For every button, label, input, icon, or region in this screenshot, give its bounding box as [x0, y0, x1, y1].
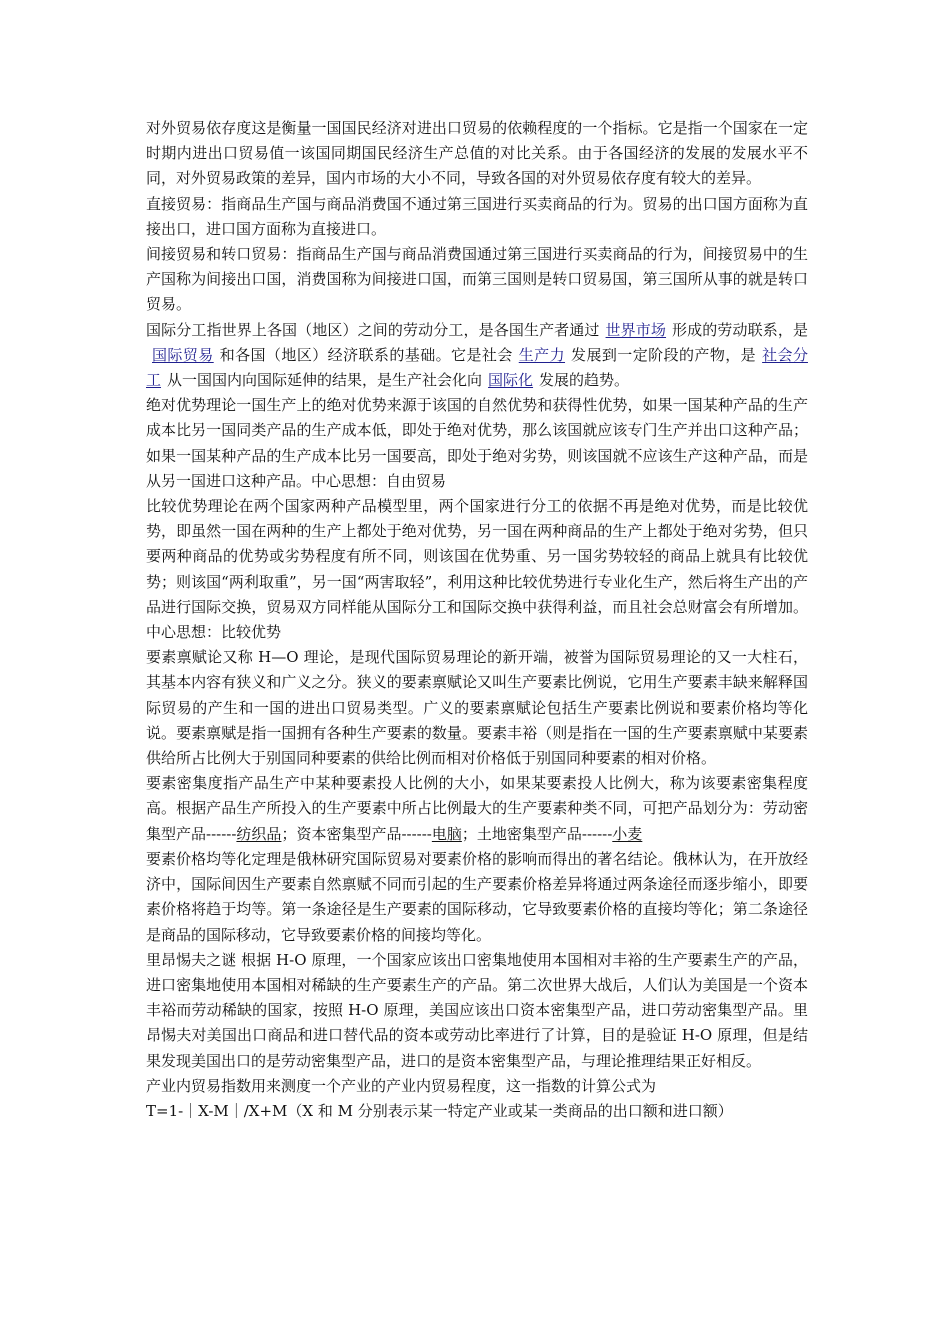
paragraph-factor-endowment: 要素禀赋论又称 H—O 理论，是现代国际贸易理论的新开端，被誉为国际贸易理论的又一大柱石，其基本内容有狭义和广义之分。狭义的要素禀赋论又叫生产要素比例说，它用生产要素丰缺来解释国际贸易的产生和一国的进出口贸易类型。广义的要素禀赋论包括生产要素比例说和要素价格均等化说。要素禀赋是指一国拥有各种生产要素的数量。要素丰裕（则是指在一国的生产要素禀赋中某要素供给所占比例大于别国同种要素的供给比例而相对价格低于别国同种要素的相对价格。: [146, 648, 808, 768]
paragraph-trade-dependence: 对外贸易依存度这是衡量一国国民经济对进出口贸易的依赖程度的一个指标。它是指一个国家在一定时期内进出口贸易值一该国同期国民经济生产总值的对比关系。由于各国经济的发展的发展水平不同，对外贸易政策的差异，国内市场的大小不同，导致各国的对外贸易依存度有较大的差异。: [146, 119, 808, 188]
paragraph-formula: T=1-｜X-M｜/X+M（X 和 M 分别表示某一特定产业或某一类商品的出口额和进口额）: [146, 1101, 733, 1120]
text-segment: 和各国（地区）经济联系的基础。它是社会: [219, 345, 513, 364]
underlined-wheat: 小麦: [612, 824, 643, 843]
paragraph-factor-intensity: [146, 771, 808, 847]
paragraph-comparative-advantage: 比较优势理论在两个国家两种产品模型里，两个国家进行分工的依据不再是绝对优势，而是比较优势，即虽然一国在两种的生产上都处于绝对优势，另一国在两种商品的生产上都处于绝对劣势，但只要两种商品的优势或劣势程度有所不同，则该国在优势重、另一国劣势较轻的商品上就具有比较优势；则该国“两利取重”，另一国“两害取轻”，利用这种比较优势进行专业化生产，然后将生产出的产品进行国际交换，贸易双方同样能从国际分工和国际交换中获得利益，而且社会总财富会有所增加。中心思想：比较优势: [146, 497, 808, 642]
text-segment: 发展的趋势。: [539, 371, 630, 390]
paragraph-leontief-paradox: 里昂惕夫之谜 根据 H-O 原理，一个国家应该出口密集地使用本国相对丰裕的生产要素生产的产品，进口密集地使用本国相对稀缺的生产要素生产的产品。第二次世界大战后，人们认为美国是一个资本丰裕而劳动稀缺的国家，按照 H-O 原理，美国应该出口资本密集型产品，进口劳动密集型产品。里昂惕夫对美国出口商品和进口替代品的资本或劳动比率进行了计算，目的是验证 H-O 原理，但是结果发现美国出口的是劳动密集型产品，进口的是资本密集型产品，与理论推理结果正好相反。: [146, 950, 808, 1070]
paragraph-intra-industry-index: 产业内贸易指数用来测度一个产业的产业内贸易程度，这一指数的计算公式为: [146, 1076, 657, 1095]
link-internationalization[interactable]: 国际化: [488, 371, 534, 390]
link-world-market[interactable]: 世界市场: [605, 320, 667, 339]
document-body: [146, 116, 808, 1124]
text-segment: 要素密集度指产品生产中某种要素投人比例的大小，如果某要素投人比例大，称为该要素密集程度高。根据产品生产所投入的生产要素中所占比例最大的生产要素种类不同，可把产品划分为：劳动密集型产品------: [146, 774, 808, 843]
underlined-computer: 电脑: [431, 824, 462, 843]
text-segment: 从一国国内向国际延伸的结果，是生产社会化向: [167, 371, 483, 390]
text-segment: 发展到一定阶段的产物，是: [571, 345, 757, 364]
link-international-trade[interactable]: 国际贸易: [152, 345, 214, 364]
text-segment: 形成的劳动联系，是: [672, 320, 808, 339]
link-social-division[interactable]: 社会分工: [146, 345, 808, 390]
text-segment: 国际分工指世界上各国（地区）之间的劳动分工，是各国生产者通过: [146, 320, 600, 339]
paragraph-absolute-advantage: 绝对优势理论一国生产上的绝对优势来源于该国的自然优势和获得性优势，如果一国某种产品的生产成本比另一国同类产品的生产成本低，即处于绝对优势，那么该国就应该专门生产并出口这种产品；如果一国某种产品的生产成本比另一国要高，即处于绝对劣势，则该国就不应该生产这种产品，而是从另一国进口这种产品。中心思想：自由贸易: [146, 396, 808, 490]
text-segment: ；土地密集型产品------: [461, 824, 613, 843]
paragraph-direct-trade: 直接贸易：指商品生产国与商品消费国不通过第三国进行买卖商品的行为。贸易的出口国方面称为直接出口，进口国方面称为直接进口。: [146, 194, 808, 238]
text-segment: ；资本密集型产品------: [281, 824, 432, 843]
link-productivity[interactable]: 生产力: [518, 345, 566, 364]
paragraph-international-division: [146, 318, 808, 394]
underlined-textile: 纺织品: [236, 824, 282, 843]
paragraph-factor-price-equalization: 要素价格均等化定理是俄林研究国际贸易对要素价格的影响而得出的著名结论。俄林认为，在开放经济中，国际间因生产要素自然禀赋不同而引起的生产要素价格差异将通过两条途径而逐步缩小，即要素价格将趋于均等。第一条途径是生产要素的国际移动，它导致要素价格的直接均等化；第二条途径是商品的国际移动，它导致要素价格的间接均等化。: [146, 849, 808, 944]
paragraph-indirect-trade: 间接贸易和转口贸易：指商品生产国与商品消费国通过第三国进行买卖商品的行为，间接贸易中的生产国称为间接出口国，消费国称为间接进口国，而第三国则是转口贸易国，第三国所从事的就是转口贸易。: [146, 245, 808, 314]
